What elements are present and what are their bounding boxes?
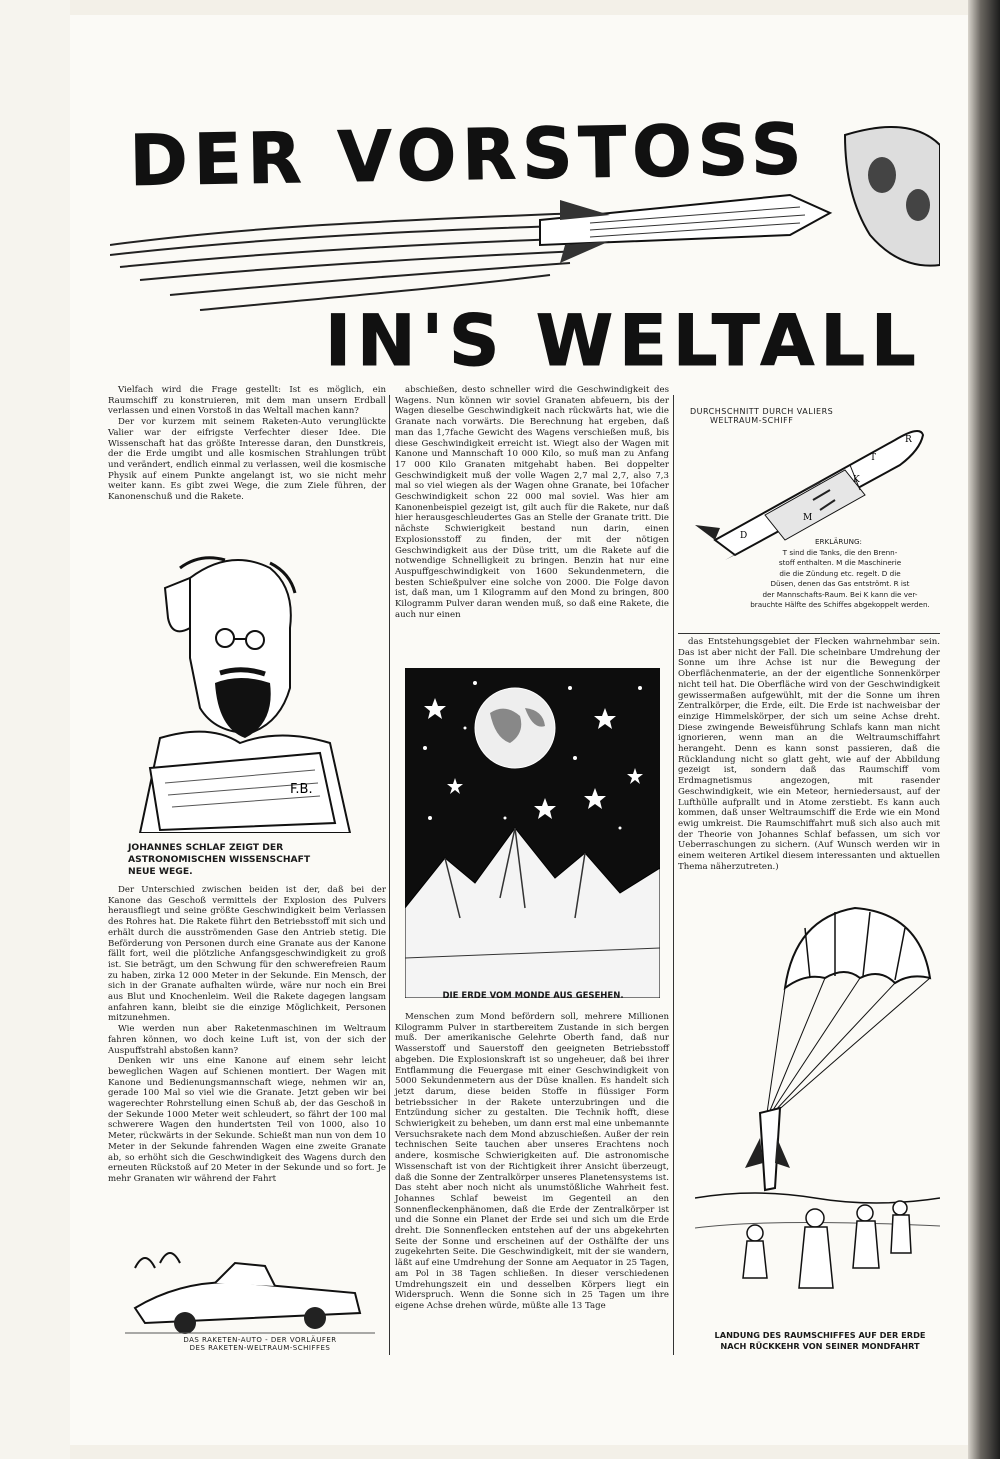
page-binding-edge <box>968 0 1000 1459</box>
diagram-title-line-1: DURCHSCHNITT DURCH VALIERS <box>690 407 834 416</box>
portrait-caption-line-2: ASTRONOMISCHEN WISSENSCHAFT <box>128 854 311 865</box>
diagram-explanation <box>735 537 945 611</box>
portrait-caption-line-1: JOHANNES SCHLAF ZEIGT DER <box>128 842 284 853</box>
speed-streaks <box>110 213 590 310</box>
explanation-line-5: der Mannschafts-Raum. Bei K kann die ver- <box>762 589 918 599</box>
label-r: R <box>905 435 912 445</box>
meteor-illustration <box>845 127 940 266</box>
headline-line-2: IN'S WELTALL <box>325 300 922 382</box>
label-t: T <box>870 453 877 463</box>
landing-illustration <box>695 898 940 1318</box>
rocket-car-illustration <box>125 1238 375 1338</box>
explanation-line-6: brauchte Hälfte des Schiffes abgekoppelt werden. <box>750 600 930 609</box>
explanation-line-3: die die Zündung etc. regelt. D die <box>779 568 901 578</box>
body-paragraph-3: Denken wir uns eine Kanone auf einem sehr leicht beweglichen Wagen auf Schienen montiert. Der Wagen mit Kanone und Bedienungsmannschaft wiege, nehmen wir an, gerade 100 Mal so viel wie die Granate. Jetzt geben wir bei wagerechter Rohrstellung einen Schuß ab, der das Geschoß in der Sekunde 1000 Meter weit schleudert, so fährt der 100 mal schwerere Wagen den hundertsten Teil von 1000, also 10 Meter, rückwärts in der Sekunde. Schießt man nun von dem 10 Meter in der Sekunde fahrenden Wagen eine zweite Granate ab, so erhöht sich die Geschwindigkeit des Wagens durch den erneuten Rückstoß auf 20 Meter in der Sekunde und so fort. Je mehr Granaten wir während der Fahrt <box>108 1056 386 1184</box>
column-divider-1 <box>389 395 390 1355</box>
column-1-body <box>108 885 386 1185</box>
col3-body-paragraph: das Entstehungsgebiet der Flecken wahrnehmbar sein. Das ist aber nicht der Fall. Die scheinbare Umdrehung der Sonne um ihre Achse ist nur die Bewegung der Oberflächenmaterie, an der der eigentliche Sonnenkörper nicht teil hat. Die Oberfläche wird von der Geschwindigkeit gewissermaßen aufgewühlt, mit der die Sonne um ihren Zentralkörper, die Erde, eilt. Die Erde ist nachweisbar der einzige Himmelskörper, der sich um seine Achse dreht. Diese zwingende Beweisführung Schlafs kann man nicht ignorieren, wenn man an die Weltraumschiffahrt herangeht. Denn es kann sonst passieren, daß die Rücklandung nicht so glatt geht, wie auf der Abbildung gezeigt ist, sondern daß das Raumschiff vom Erdmagnetismus angezogen, mit rasender Geschwindigkeit, wie ein Meteor, herniedersaust, auf der Lufthülle aufprallt und in Atome zerstiebt. Es kann auch kommen, daß unser Weltraumschiff die Erde wie ein Mond ewig umkreist. Die Raumschiffahrt muß sich also auch mit der Theorie von Johannes Schlaf befassen, um sich vor Ueberraschungen zu sichern. (Auf Wunsch werden wir in einem weiteren Artikel diesem interessanten und aktuellen Thema näherzutreten.) <box>678 637 940 872</box>
diagram-title-line-2: WELTRAUM-SCHIFF <box>710 416 794 425</box>
rocket-car-caption <box>170 1336 350 1352</box>
portrait-signature: F.B. <box>290 782 313 797</box>
explanation-line-1: T sind die Tanks, die den Brenn- <box>782 547 898 557</box>
explanation-line-2: stoff enthalten. M die Maschinerie <box>778 558 902 567</box>
portrait-illustration <box>120 548 370 833</box>
column-2-bottom <box>395 1012 669 1312</box>
explanation-line-4: Düsen, denen das Gas entströmt. R ist <box>770 579 910 588</box>
intro-paragraph-1: Vielfach wird die Frage gestellt: Ist es möglich, ein Raumschiff zu konstruieren, mit dem man unsern Erdball verlassen und einen Vorstoß in das Weltall machen kann? <box>108 385 386 417</box>
rocket-car-caption-line-1: DAS RAKETEN-AUTO - DER VORLÄUFER <box>183 1336 337 1344</box>
column-divider-2 <box>673 395 674 1355</box>
explanation-heading: ERKLÄRUNG: <box>815 537 862 546</box>
col2-top-paragraph: abschießen, desto schneller wird die Geschwindigkeit des Wagens. Nun können wir soviel Granaten abfeuern, bis der Wagen dieselbe Geschwindigkeit nach rückwärts hat, wie die Granate nach vorwärts. Die Berechnung hat ergeben, daß man das 1,7fache Gewicht des Wagens verschießen muß, bis diese Geschwindigkeit erreicht ist. Wiegt also der Wagen mit Kanone und Mannschaft 10 000 Kilo, so muß man zu Anfang 17 000 Kilo Granaten mitgehabt haben. Bei doppelter Geschwindigkeit muß der volle Wagen 2,7 mal 2,7, also 7,3 mal so viel wiegen als der Wagen ohne Granate, bei 10facher Geschwindigkeit schon 22 000 mal soviel. Was hier am Kanonenbeispiel gezeigt ist, gilt auch für die Rakete, nur daß hier herausgeschleudertes Gas an Stelle der Granate tritt. Die nächste Schwierigkeit bestand nun darin, einen Explosionsstoff zu finden, der mit der nötigen Geschwindigkeit aus der Düse tritt, um die Rakete auf die notwendige Schnelligkeit zu bringen. Benzin hat nur eine Auspuffgeschwindigkeit von 1600 Sekundenmetern, die besten Schießpulver eine solche von 2000. Die Folge davon ist, daß man, um 1 Kilogramm auf den Mond zu bringen, 800 Kilogramm Pulver daran wenden muß, so daß eine Rakete, die auch nur einen <box>395 385 669 620</box>
running-people <box>743 1201 911 1288</box>
column-2-top <box>395 385 669 620</box>
rocket-illustration <box>540 195 830 263</box>
rocket-car-caption-line-2: DES RAKETEN-WELTRAUM-SCHIFFES <box>189 1344 331 1352</box>
body-paragraph-1: Der Unterschied zwischen beiden ist der, daß bei der Kanone das Geschoß vermittels der Explosion des Pulvers herausfliegt und seine größte Geschwindigkeit beim Verlassen des Rohres hat. Die Rakete führt den Betriebsstoff mit sich und erhält durch die ausströmenden Gase den Antrieb stetig. Die Beförderung von Personen durch eine Granate aus der Kanone fällt fort, weil die plötzliche Anfangsgeschwindigkeit zu groß ist. Sie beträgt, um den Schwung für den schwerefreien Raum zu haben, zirka 12 000 Meter in der Sekunde. Ein Mensch, der sich in der Granate aufhalten würde, wäre nur noch ein Brei aus Blut und Knochenleim. Weil die Rakete dagegen langsam anfahren kann, bleibt sie die einzige Möglichkeit, Personen mitzunehmen. <box>108 885 386 1024</box>
label-d: D <box>740 531 748 541</box>
page-margin-left <box>0 0 70 1459</box>
intro-paragraph-2: Der vor kurzem mit seinem Raketen-Auto verunglückte Valier war der eifrigste Verfechter dieser Idee. Die Wissenschaft hat das größte Interesse daran, den Dunstkreis, der die Erde umgibt und alle kosmischen Strahlungen trübt und verändert, endlich einmal zu verlassen, weil die kosmische Physik auf einem Punkte angelangt ist, wo sie nicht mehr weiter kann. Es gibt zwei Wege, die zum Ziele führen, der Kanonenschuß und die Rakete. <box>108 417 386 503</box>
portrait-caption-line-3: NEUE WEGE. <box>128 866 193 877</box>
headline-illustration <box>110 95 940 395</box>
label-k: K <box>853 475 860 485</box>
diagram-divider <box>678 633 940 634</box>
landing-caption-line-1: LANDUNG DES RAUMSCHIFFES AUF DER ERDE <box>714 1330 926 1340</box>
landing-caption-line-2: NACH RÜCKKEHR VON SEINER MONDFAHRT <box>720 1341 920 1351</box>
portrait-caption <box>128 842 368 878</box>
landing-caption <box>700 1330 940 1352</box>
column-3-body <box>678 637 940 872</box>
col2-bottom-paragraph: Menschen zum Mond befördern soll, mehrere Millionen Kilogramm Pulver in startbereitem Zustande in sich bergen muß. Der amerikanische Gelehrte Oberth fand, daß nur Wasserstoff und Sauerstoff den geeigneten Betriebsstoff abgeben. Die Explosionskraft ist so ungeheuer, daß bei ihrer Entflammung die Feuergase mit einer Geschwindigkeit von 5000 Sekundenmetern aus der Düse knallen. Es handelt sich jetzt darum, diese beiden Stoffe in flüssiger Form betriebssicher in der Rakete unterzubringen und die Entzündung sicher zu gestalten. Die Technik hofft, diese Schwierigkeit zu beheben, um dann erst mal eine unbemannte Versuchsrakete nach dem Mond abzuschießen. Außer der rein technischen Seite tauchen aber unseres Erachtens noch andere, kosmische Schwierigkeiten auf. Die astronomische Wissenschaft ist von der Richtigkeit ihrer Ansicht überzeugt, daß die Sonne der Zentralkörper unseres Planetensystems ist. Das steht aber noch nicht als unumstößliche Wahrheit fest. Johannes Schlaf beweist im Gegenteil an den Sonnenfleckenphänomen, daß die Erde der Zentralkörper ist und die Sonne ein Planet der Erde sei und sich um die Erde dreht. Die Sonnenflecken entstehen auf der uns abgekehrten Seite der Sonne und erscheinen auf der Osthälfte der uns zugekehrten Seite. Die Geschwindigkeit, mit der sie wandern, läßt auf eine Umdrehung der Sonne am Aequator in 25 Tagen, am Pol in 38 Tagen schließen. In dieser verschiedenen Umdrehungszeit ein und desselben Körpers liegt ein Widerspruch. Wenn die Sonne sich in 25 Tagen um ihre eigene Achse drehen würde, müßte alle 13 Tage <box>395 1012 669 1311</box>
moon-view-illustration <box>405 668 660 998</box>
body-paragraph-2: Wie werden nun aber Raketenmaschinen im Weltraum fahren können, wo doch keine Luft ist, von der sich der Auspuffstrahl abstoßen kann? <box>108 1024 386 1056</box>
headline-line-1: DER VORSTOSS <box>128 108 809 202</box>
moon-caption: DIE ERDE VOM MONDE AUS GESEHEN. <box>442 991 624 1001</box>
label-m: M <box>803 513 813 523</box>
column-1-intro <box>108 385 386 503</box>
